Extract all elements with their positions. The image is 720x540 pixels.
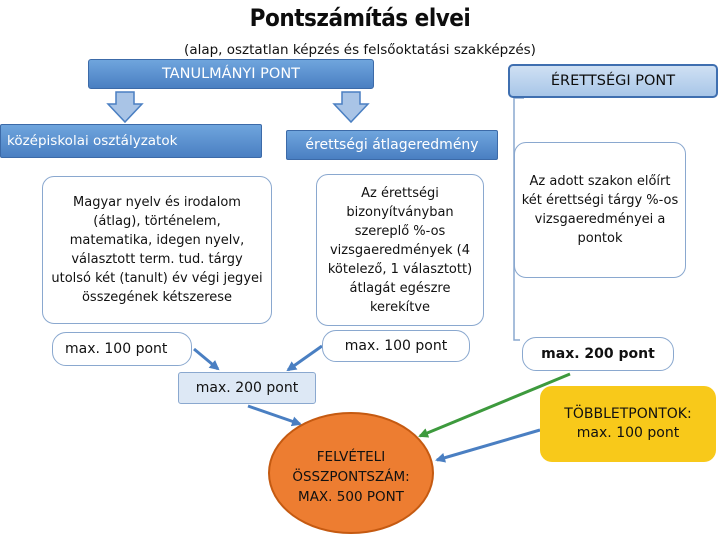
- page-title: Pontszámítás elvei: [249, 4, 471, 32]
- arrow-bonus-to-total: [437, 430, 540, 460]
- arrow-study-max-to-total: [248, 406, 300, 424]
- matura-points-header: ÉRETTSÉGI PONT: [508, 64, 718, 98]
- bonus-points-label: TÖBBLETPONTOK:: [564, 406, 692, 422]
- matura-average-header: érettségi átlageredmény: [286, 130, 498, 160]
- total-score-ellipse: [268, 412, 434, 534]
- bonus-points-max: max. 100 pont: [576, 425, 680, 441]
- total-score-label: FELVÉTELI ÖSSZPONTSZÁM: MAX. 500 PONT: [292, 449, 410, 505]
- study-points-header: TANULMÁNYI PONT: [88, 59, 374, 89]
- matura-average-max: max. 100 pont: [322, 330, 470, 362]
- study-points-max: max. 200 pont: [178, 372, 316, 404]
- grades-header: középiskolai osztályzatok: [0, 124, 262, 158]
- down-arrow-left: [108, 92, 142, 122]
- arrow-average-to-study-max: [288, 346, 322, 370]
- matura-average-description: Az érettségi bizonyítványban szereplő %-os vizsgaeredmények (4 kötelező, 1 választott) átlagát egészre kerekítve: [316, 174, 484, 326]
- arrow-grades-to-study-max: [194, 349, 218, 369]
- grades-description: Magyar nyelv és irodalom (átlag), történelem, matematika, idegen nyelv, választott term. tud. tárgy utolsó két (tanult) év végi jegyei összegének kétszerese: [42, 176, 272, 324]
- grades-max: max. 100 pont: [52, 332, 192, 366]
- bonus-points-box: [540, 386, 716, 462]
- down-arrow-right: [334, 92, 368, 122]
- page-subtitle: (alap, osztatlan képzés és felsőoktatási szakképzés): [184, 42, 536, 58]
- matura-points-description: Az adott szakon előírt két érettségi tárgy %-os vizsgaeredményei a pontok: [514, 142, 686, 278]
- matura-points-max: max. 200 pont: [522, 337, 674, 371]
